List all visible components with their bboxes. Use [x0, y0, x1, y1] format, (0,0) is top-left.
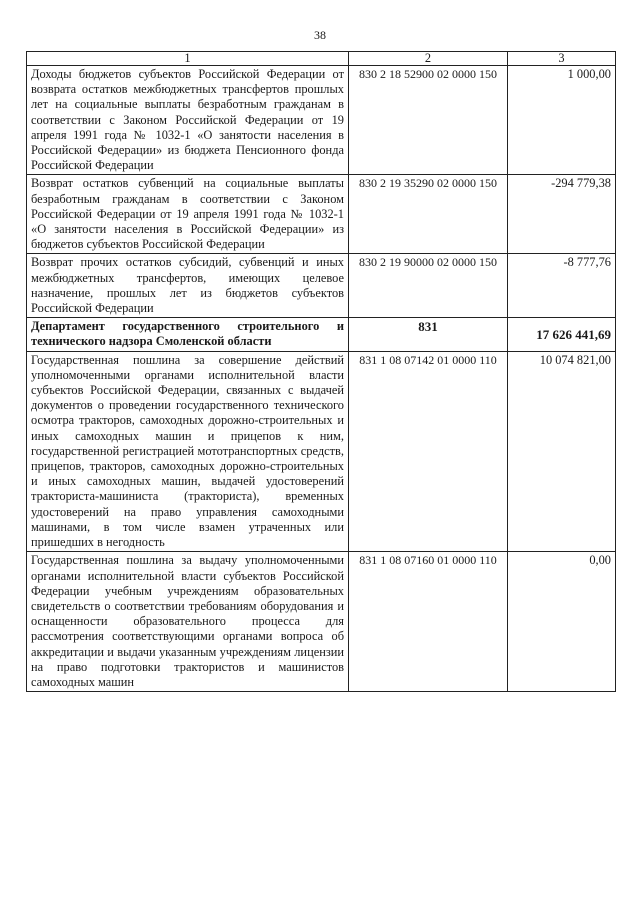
row-amount: 10 074 821,00 — [508, 351, 616, 552]
row-amount: -8 777,76 — [508, 254, 616, 318]
table-row — [27, 254, 616, 318]
row-code: 831 1 08 07142 01 0000 110 — [349, 351, 508, 552]
row-description: Государственная пошлина за совершение действий уполномоченными органами исполнительной власти субъектов Российской Федерации, связанных с выдачей документов о проведении государственного технического осмотра тракторов, самоходных дорожно-строительных и иных самоходных машин и прицепов к ним, государственной регистрацией мототранспортных средств, прицепов, тракторов, самоходных дорожно-строительных и иных самоходных машин, выдачей удостоверений тракториста-машиниста (тракториста), временных удостоверений на право управления самоходными машинами, в том числе взамен утраченных или пришедших в негодность — [27, 351, 349, 552]
budget-revenue-table — [26, 51, 616, 692]
row-amount: 0,00 — [508, 552, 616, 692]
table-row — [27, 351, 616, 552]
row-description: Государственная пошлина за выдачу уполномоченными органами исполнительной власти субъектов Российской Федерации учебным учреждениям образовательных свидетельств о соответствии требованиям оборудования и оснащенности образовательного процесса для рассмотрения соответствующими органами вопроса об аккредитации и выдачи указанным учреждениям лицензии на право подготовки трактористов и машинистов самоходных машин — [27, 552, 349, 692]
row-code: 830 2 18 52900 02 0000 150 — [349, 66, 508, 175]
column-header-code: 2 — [349, 52, 508, 66]
table-row — [27, 552, 616, 692]
row-description: Возврат остатков субвенций на социальные выплаты безработным гражданам в соответствии с Законом Российской Федерации от 19 апреля 1991 года № 1032-1 «О занятости населения в Российской Федерации» из бюджетов субъектов Российской Федерации — [27, 175, 349, 254]
table-row — [27, 66, 616, 175]
row-code: 831 1 08 07160 01 0000 110 — [349, 552, 508, 692]
department-total: 17 626 441,69 — [508, 318, 616, 351]
page-number: 38 — [314, 28, 326, 42]
department-code: 831 — [349, 318, 508, 351]
row-description: Доходы бюджетов субъектов Российской Федерации от возврата остатков межбюджетных трансфертов прошлых лет на социальные выплаты безработным гражданам в соответствии с Законом Российской Федерации от 19 апреля 1991 года № 1032-1 «О занятости населения в Российской Федерации» из бюджета Пенсионного фонда Российской Федерации — [27, 66, 349, 175]
column-header-description: 1 — [27, 52, 349, 66]
column-header-amount: 3 — [508, 52, 616, 66]
table-row — [27, 175, 616, 254]
row-description: Возврат прочих остатков субсидий, субвенций и иных межбюджетных трансфертов, имеющих целевое назначение, прошлых лет из бюджетов субъектов Российской Федерации — [27, 254, 349, 318]
row-amount: 1 000,00 — [508, 66, 616, 175]
table-header-row — [27, 52, 616, 66]
department-name: Департамент государственного строительного и технического надзора Смоленской области — [27, 318, 349, 351]
department-row — [27, 318, 616, 351]
row-amount: -294 779,38 — [508, 175, 616, 254]
row-code: 830 2 19 35290 02 0000 150 — [349, 175, 508, 254]
row-code: 830 2 19 90000 02 0000 150 — [349, 254, 508, 318]
